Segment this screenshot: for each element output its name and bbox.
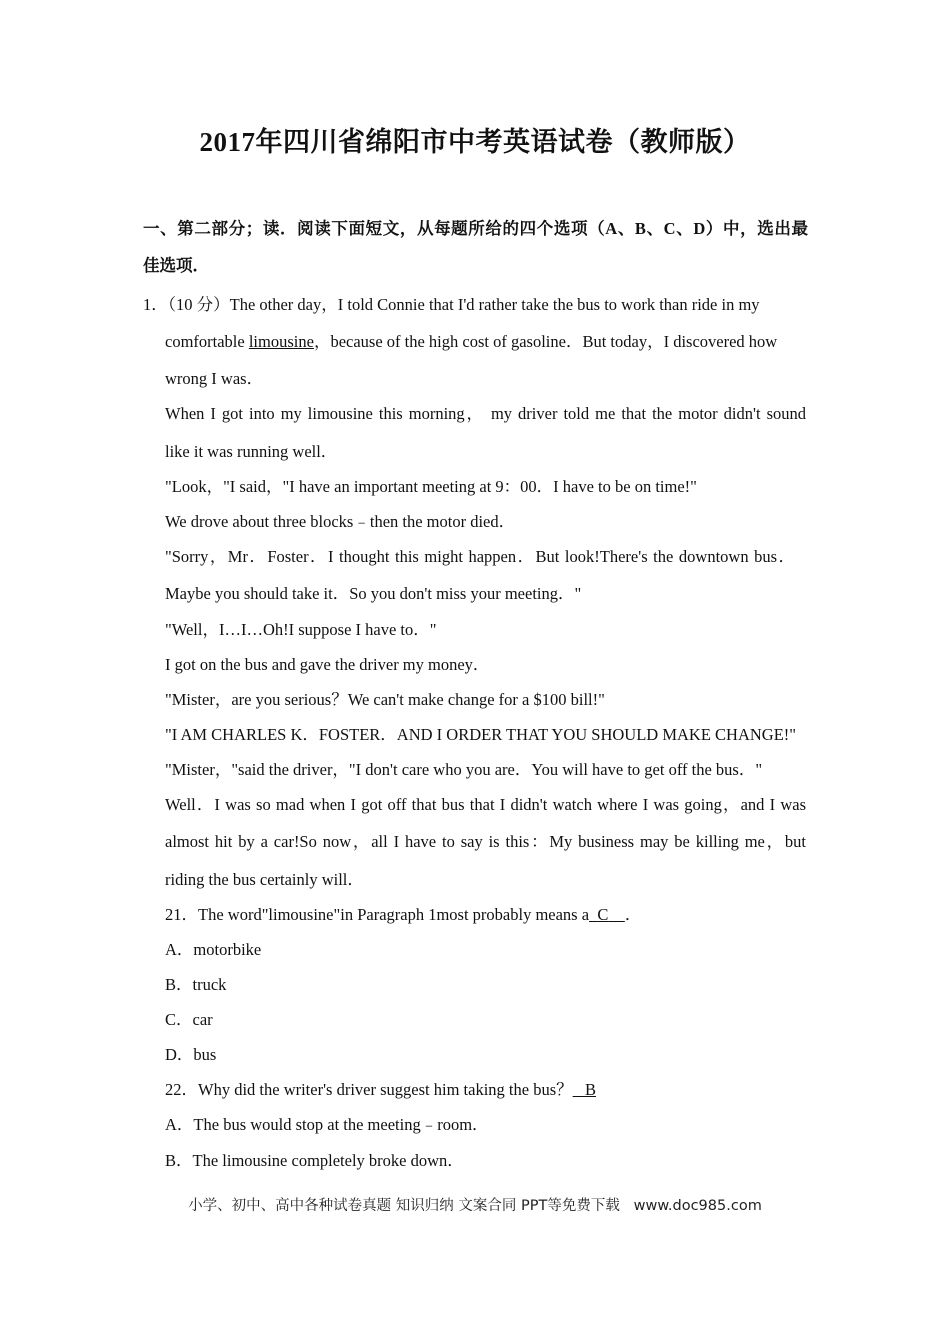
question-21-stem xyxy=(165,901,641,925)
question-22-text: 22．Why did the writer's driver suggest him taking the bus？ xyxy=(165,1080,573,1099)
option-21-b: B．truck xyxy=(165,975,227,994)
question-22-stem xyxy=(165,1076,596,1100)
passage-p11-line3: riding the bus certainly will． xyxy=(165,870,364,889)
option-21-d: D．bus xyxy=(165,1045,217,1064)
underlined-word: limousine xyxy=(248,332,314,351)
section-heading xyxy=(143,210,808,284)
question1-first-line xyxy=(143,291,808,315)
stem-period: ． xyxy=(624,905,642,924)
passage-p11-line2: almost hit by a car!So now，all I have to say is this：My business may be killing me，but xyxy=(165,832,806,851)
passage-p10: "Mister，"said the driver，"I don't care who you are．You will have to get off the bus．" xyxy=(165,760,763,779)
question-number: 1．（10 分） xyxy=(143,295,230,314)
passage-p4: We drove about three blocks﹣then the motor died． xyxy=(165,512,516,531)
passage-p9: "I AM CHARLES K．FOSTER．AND I ORDER THAT YOU SHOULD MAKE CHANGE!" xyxy=(165,725,797,744)
passage-text: comfortable xyxy=(165,332,249,351)
passage-p6: "Well，I…I…Oh!I suppose I have to．" xyxy=(165,620,437,639)
passage-p1-line2 xyxy=(165,328,777,352)
option-21-c: C．car xyxy=(165,1010,213,1029)
passage-p2-line2: like it was running well． xyxy=(165,442,338,461)
answer-blank-22 xyxy=(573,1080,596,1099)
footer-text: 小学、初中、高中各种试卷真题 知识归纳 文案合同 PPT等免费下载 xyxy=(188,1198,620,1214)
section-heading-line2: 佳选项． xyxy=(143,256,209,275)
passage-p11-line1: Well．I was so mad when I got off that bus that I didn't watch where I was going，and I was xyxy=(165,795,806,814)
answer-21: C xyxy=(597,905,609,924)
question-21-text: 21．The word"limousine"in Paragraph 1most probably means a xyxy=(165,905,590,924)
footer-url[interactable]: www.doc985.com xyxy=(633,1198,762,1214)
passage-p7: I got on the bus and gave the driver my money． xyxy=(165,655,490,674)
passage-p1-line3: wrong I was． xyxy=(165,369,264,388)
option-21-a: A．motorbike xyxy=(165,940,262,959)
answer-22: B xyxy=(585,1080,597,1099)
option-22-a: A．The bus would stop at the meeting﹣room． xyxy=(165,1115,489,1134)
page-footer xyxy=(0,1194,950,1215)
option-22-b: B．The limousine completely broke down． xyxy=(165,1151,464,1170)
passage-p8: "Mister，are you serious？We can't make change for a $100 bill!" xyxy=(165,690,605,709)
passage-p5-line2: Maybe you should take it．So you don't miss your meeting．" xyxy=(165,584,582,603)
passage-text: ，because of the high cost of gasoline．But today，I discovered how xyxy=(313,332,778,351)
passage-p2-line1: When I got into my limousine this morning， my driver told me that the motor didn't sound xyxy=(165,404,806,423)
passage-p1-line1: The other day，I told Connie that I'd rather take the bus to work than ride in my xyxy=(229,295,760,314)
section-heading-line1: 一、第二部分；读．阅读下面短文，从每题所给的四个选项（A、B、C、D）中，选出最 xyxy=(143,219,808,238)
passage-p5-line1: "Sorry，Mr．Foster．I thought this might happen．But look!There's the downtown bus． xyxy=(165,547,795,566)
passage-p3: "Look，"I said，"I have an important meeting at 9：00．I have to be on time!" xyxy=(165,477,697,496)
page-title: 2017年四川省绵阳市中考英语试卷（教师版） xyxy=(199,127,751,157)
answer-blank-21 xyxy=(589,905,625,924)
